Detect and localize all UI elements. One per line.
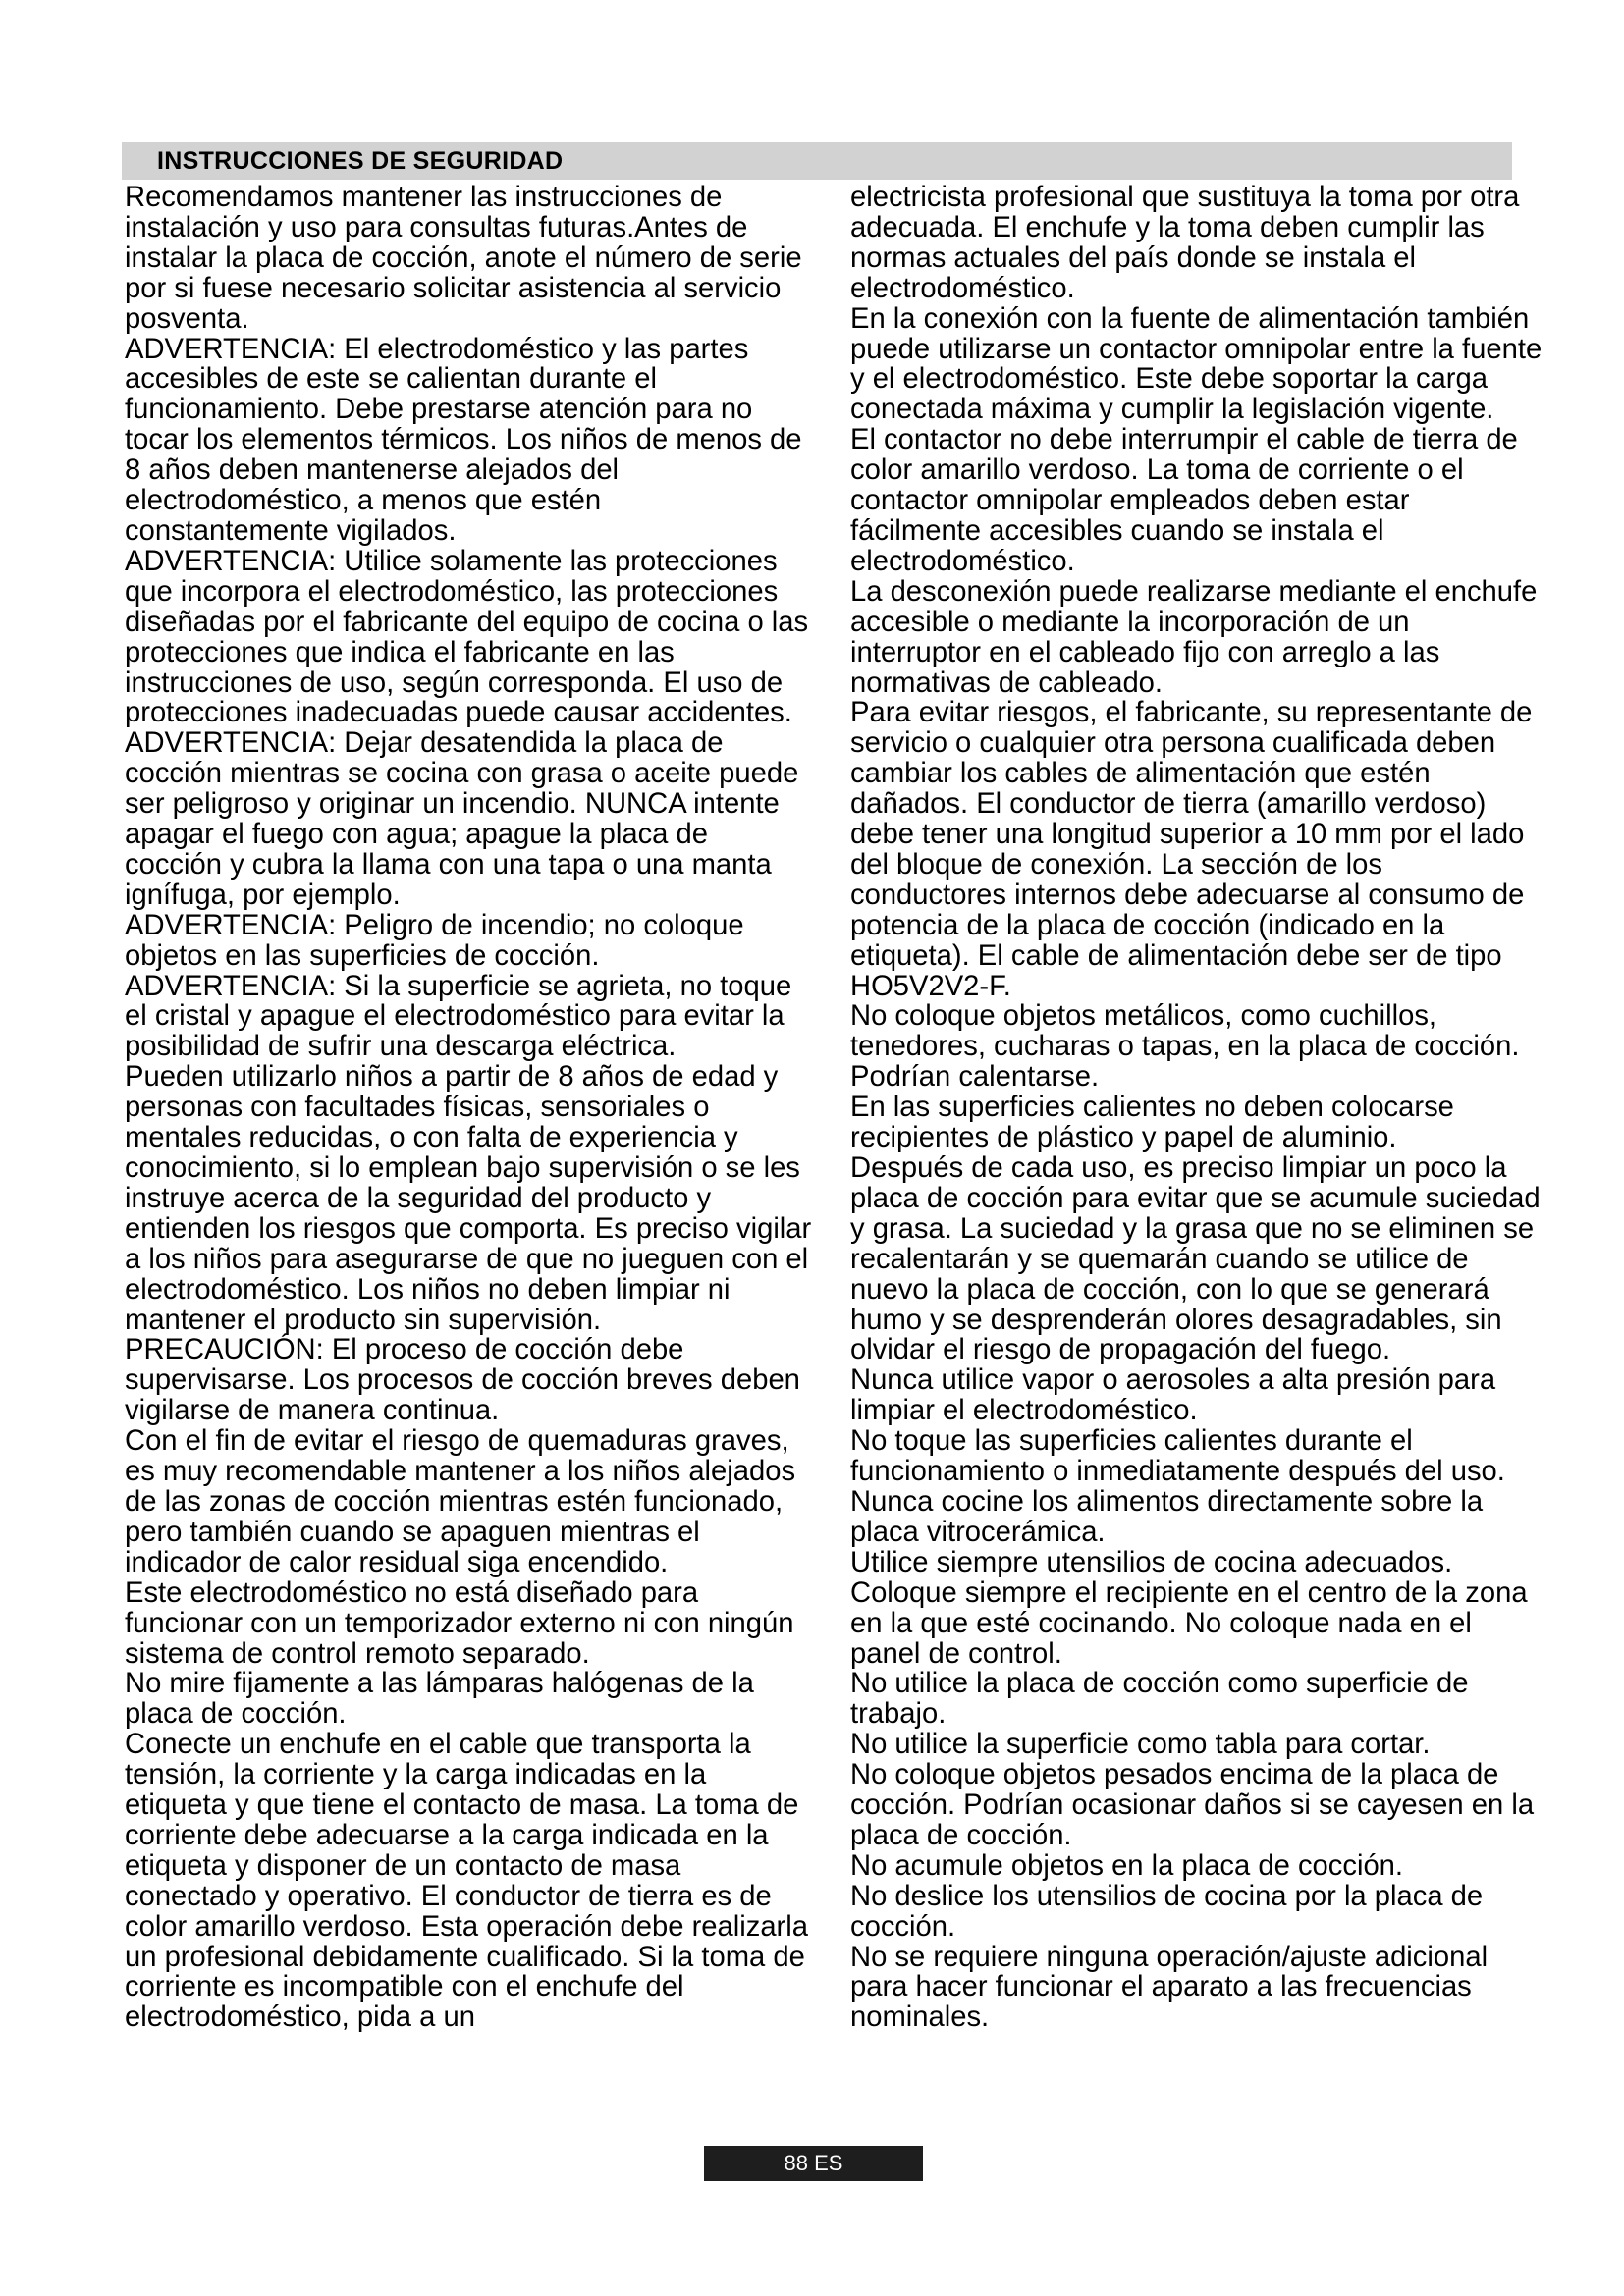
paragraph: En la conexión con la fuente de alimentación también puede utilizarse un contactor omnipolar entre la fuente y el electrodoméstico. Este debe soportar la carga conectada máxima y cumplir la legislación vigente. <box>850 302 1543 426</box>
paragraph: No coloque objetos pesados encima de la placa de cocción. Podrían ocasionar daños si se cayesen en la placa de cocción. <box>850 1759 1535 1851</box>
paragraph: ADVERTENCIA: Dejar desatendida la placa de cocción mientras se cocina con grasa o aceite puede ser peligroso y originar un incendio. NUNCA intente apagar el fuego con agua; apague la placa de cocción y cubra la llama con una tapa o una manta ignífuga, por ejemplo. <box>125 727 799 911</box>
paragraph: Para evitar riesgos, el fabricante, su representante de servicio o cualquier otra persona cualificada deben cambiar los cables de alimentación que estén dañados. El conductor de tierra (amarillo verdoso) debe tener una longitud superior a 10 mm por el lado del bloque de conexión. La sección de los conductores internos debe adecuarse al consumo de potencia de la placa de cocción (indicado en la etiqueta). El cable de alimentación debe ser de tipo HO5V2V2-F. <box>850 697 1533 1002</box>
paragraph: ADVERTENCIA: El electrodoméstico y las partes accesibles de este se calientan durante el funcionamiento. Debe prestarse atención para no tocar los elementos térmicos. Los niños de menos de 8 años deben mantenerse alejados del electrodoméstico, a menos que estén constantemente vigilados. <box>125 333 802 547</box>
paragraph: El contactor no debe interrumpir el cable de tierra de color amarillo verdoso. La toma de corriente o el contactor omnipolar empleados deben estar fácilmente accesibles cuando se instala el electrodoméstico. <box>850 424 1518 577</box>
paragraph: En las superficies calientes no deben colocarse recipientes de plástico y papel de aluminio. <box>850 1092 1454 1154</box>
paragraph: Después de cada uso, es preciso limpiar un poco la placa de cocción para evitar que se acumule suciedad y grasa. La suciedad y la grasa que no se eliminen se recalentarán y se quemarán cuando se utilice de nuevo la placa de cocción, con lo que se generará humo y se desprenderán olores desagradables, sin olvidar el riesgo de propagación del fuego. <box>850 1152 1541 1366</box>
right-column <box>850 183 1543 2033</box>
paragraph: Utilice siempre utensilios de cocina adecuados. <box>850 1546 1453 1578</box>
paragraph: Este electrodoméstico no está diseñado para funcionar con un temporizador externo ni con ningún sistema de control remoto separado. <box>125 1576 794 1670</box>
paragraph: ADVERTENCIA: Utilice solamente las protecciones que incorpora el electrodoméstico, las protecciones diseñadas por el fabricante del equipo de cocina o las protecciones que indica el fabricante en las instrucciones de uso, según corresponda. El uso de protecciones inadecuadas puede causar accidentes. <box>125 545 809 729</box>
paragraph: No utilice la placa de cocción como superficie de trabajo. <box>850 1668 1469 1731</box>
paragraph: Recomendamos mantener las instrucciones de instalación y uso para consultas futuras.Antes de instalar la placa de cocción, anote el número de serie por si fuese necesario solicitar asistencia al servicio posventa. <box>125 182 802 335</box>
paragraph: Con el fin de evitar el riesgo de quemaduras graves, es muy recomendable mantener a los niños alejados de las zonas de cocción mientras estén funcionado, pero también cuando se apaguen mientras el indicador de calor residual siga encendido. <box>125 1425 796 1578</box>
paragraph: Coloque siempre el recipiente en el centro de la zona en la que esté cocinando. No coloque nada en el panel de control. <box>850 1576 1528 1670</box>
paragraph: ADVERTENCIA: Si la superficie se agrieta, no toque el cristal y apague el electrodoméstico para evitar la posibilidad de sufrir una descarga eléctrica. <box>125 970 792 1063</box>
paragraph: No utilice la superficie como tabla para cortar. <box>850 1729 1431 1761</box>
paragraph: PRECAUCIÓN: El proceso de cocción debe supervisarse. Los procesos de cocción breves deben vigilarse de manera continua. <box>125 1334 800 1427</box>
page-number-badge <box>704 2146 923 2181</box>
paragraph: ADVERTENCIA: Peligro de incendio; no coloque objetos en las superficies de cocción. <box>125 909 744 972</box>
paragraph: No acumule objetos en la placa de cocción. <box>850 1849 1404 1882</box>
paragraph: La desconexión puede realizarse mediante el enchufe accesible o mediante la incorporación de un interruptor en el cableado fijo con arreglo a las normativas de cableado. <box>850 575 1538 699</box>
paragraph: Conecte un enchufe en el cable que transporta la tensión, la corriente y la carga indicadas en la etiqueta y que tiene el contacto de masa. La toma de corriente debe adecuarse a la carga indicada en la etiqueta y disponer de un contacto de masa conectado y operativo. El conductor de tierra es de color amarillo verdoso. Esta operación debe realizarla un profesional debidamente cualificado. Si la toma de corriente es incompatible con el enchufe del electrodoméstico, pida a un <box>125 1729 808 2034</box>
paragraph: No deslice los utensilios de cocina por la placa de cocción. <box>850 1880 1484 1943</box>
section-title: INSTRUCCIONES DE SEGURIDAD <box>157 147 564 175</box>
paragraph: No toque las superficies calientes durante el funcionamiento o inmediatamente después del uso. <box>850 1425 1505 1488</box>
paragraph: electricista profesional que sustituya la toma por otra adecuada. El enchufe y la toma deben cumplir las normas actuales del país donde se instala el electrodoméstico. <box>850 182 1520 304</box>
paragraph: Pueden utilizarlo niños a partir de 8 años de edad y personas con facultades físicas, sensoriales o mentales reducidas, o con falta de experiencia y conocimiento, si lo emplean bajo supervisión o se les instruye acerca de la seguridad del producto y entienden los riesgos que comporta. Es preciso vigilar a los niños para asegurarse de que no jueguen con el electrodoméstico. Los niños no deben limpiar ni mantener el producto sin supervisión. <box>125 1061 812 1336</box>
paragraph: Nunca utilice vapor o aerosoles a alta presión para limpiar el electrodoméstico. <box>850 1364 1496 1427</box>
paragraph: No se requiere ninguna operación/ajuste adicional para hacer funcionar el aparato a las frecuencias nominales. <box>850 1941 1489 2034</box>
paragraph: No coloque objetos metálicos, como cuchillos, tenedores, cucharas o tapas, en la placa de cocción. Podrían calentarse. <box>850 1000 1520 1094</box>
left-column <box>125 183 812 2033</box>
section-header-bar <box>122 142 1512 180</box>
paragraph: No mire fijamente a las lámparas halógenas de la placa de cocción. <box>125 1668 754 1731</box>
paragraph: Nunca cocine los alimentos directamente sobre la placa vitrocerámica. <box>850 1485 1484 1548</box>
page-number: 88 ES <box>784 2151 843 2175</box>
